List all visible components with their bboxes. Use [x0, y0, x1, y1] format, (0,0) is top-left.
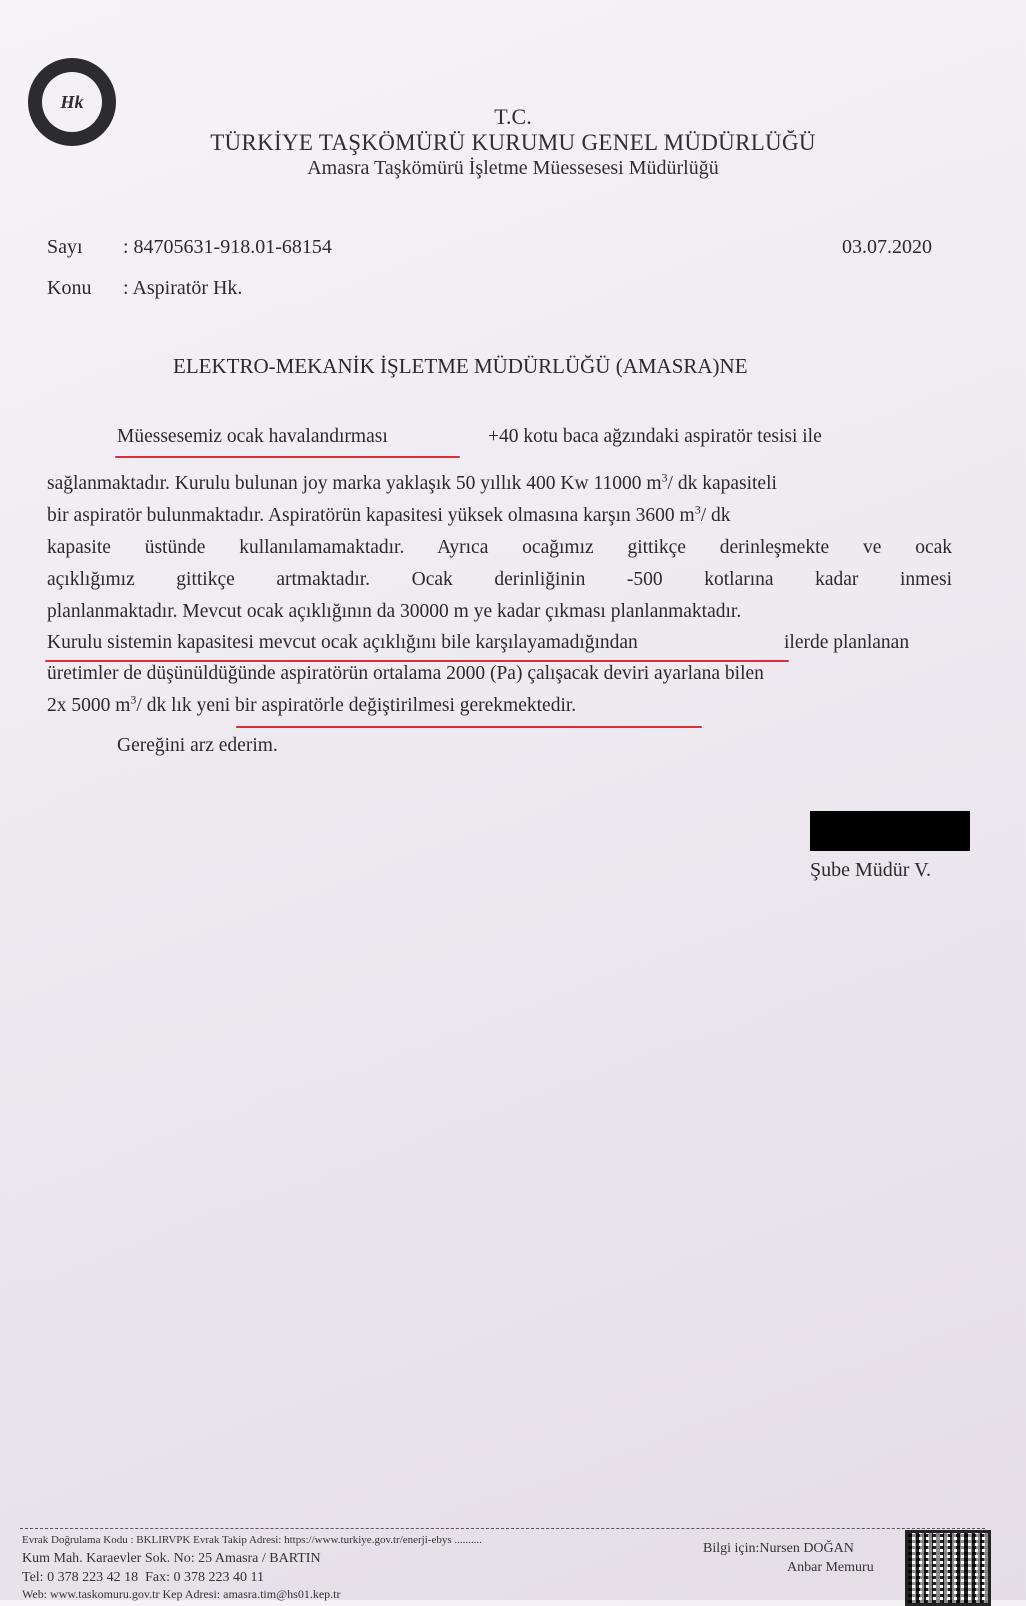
header-tc: T.C. — [494, 104, 532, 129]
konu-value: : Aspiratör Hk. — [123, 277, 243, 299]
recipient: ELEKTRO-MEKANİK İŞLETME MÜDÜRLÜĞÜ (AMASRA)NE — [173, 354, 748, 378]
body-line-9 — [47, 692, 577, 717]
body-line-7a: Kurulu sistemin kapasitesi mevcut ocak açıklığını bile karşılayamadığından — [47, 632, 638, 653]
qr-code — [905, 1530, 991, 1606]
body-line-3b: / dk — [700, 505, 731, 526]
footer-tel: Tel: 0 378 223 42 18 — [22, 1570, 139, 1585]
footer-phone-line — [22, 1570, 264, 1586]
body-line-3a: bir aspiratör bulunmaktadır. Aspiratörün kapasitesi yüksek olmasına karşın 3600 m — [47, 505, 695, 526]
footer-fax: Fax: 0 378 223 40 11 — [145, 1570, 264, 1585]
body-line-7b: ilerde planlanan — [784, 632, 910, 653]
underline-3 — [236, 726, 702, 728]
footer-info-role: Anbar Memuru — [787, 1560, 874, 1575]
body-line-9c: yeni bir aspiratörle değiştirilmesi gerekmektedir — [196, 695, 572, 716]
underline-2 — [45, 660, 789, 662]
body-line-1a: Müessesemiz ocak havalandırması — [117, 426, 388, 447]
seal-monogram: Hk — [60, 92, 84, 112]
body-line-9b: / dk lık — [136, 695, 192, 716]
footer-info-label: Bilgi için: — [703, 1541, 760, 1556]
footer-verify: Evrak Doğrulama Kodu : BKLIRVPK Evrak Takip Adresi: https://www.turkiye.gov.tr/enerji-ebys — [22, 1534, 452, 1546]
body-line-2a: sağlanmaktadır. Kurulu bulunan joy marka yaklaşık 50 yıllık 400 Kw 11000 m — [47, 473, 662, 494]
body-line-9d: . — [571, 695, 577, 716]
superscript-3: 3 — [694, 502, 701, 517]
footer-verify-line — [22, 1534, 482, 1546]
superscript-3: 3 — [661, 470, 668, 485]
sayi-value: : 84705631-918.01-68154 — [123, 236, 332, 258]
redacted-signature-block — [810, 811, 970, 851]
body-line-9a: 2x 5000 m — [47, 695, 131, 716]
footer-info-line — [703, 1541, 854, 1557]
body-line-8: üretimler de düşünüldüğünde aspiratörün ortalama 2000 (Pa) çalışacak deviri ayarlana bilen — [47, 663, 764, 684]
konu-label: Konu — [47, 277, 92, 299]
document-date: 03.07.2020 — [842, 236, 932, 258]
footer-dots: .......... — [454, 1534, 482, 1546]
header-unit: Amasra Taşkömürü İşletme Müessesesi Müdürlüğü — [307, 157, 719, 179]
body-line-4: kapasite üstünde kullanılamamaktadır. Ayrıca ocağımız gittikçe derinleşmekte ve ocak — [47, 537, 952, 558]
sayi-label: Sayı — [47, 236, 83, 258]
body-line-6: planlanmaktadır. Mevcut ocak açıklığının da 30000 m ye kadar çıkması planlanmaktadır. — [47, 601, 742, 622]
footer-divider — [20, 1528, 985, 1529]
body-line-2 — [47, 470, 777, 495]
footer-web: Web: www.taskomuru.gov.tr Kep Adresi: amasra.tim@hs01.kep.tr — [22, 1587, 341, 1601]
body-line-1b: +40 kotu baca ağzındaki aspiratör tesisi ile — [488, 426, 822, 447]
signature-title: Şube Müdür V. — [810, 859, 931, 881]
footer-address: Kum Mah. Karaevler Sok. No: 25 Amasra / BARTIN — [22, 1551, 321, 1566]
superscript-3: 3 — [130, 692, 137, 707]
body-line-5: açıklığımız gittikçe artmaktadır. Ocak derinliğinin -500 kotlarına kadar inmesi — [47, 569, 952, 590]
underline-1 — [115, 456, 460, 458]
footer-info-name: Nursen DOĞAN — [759, 1541, 854, 1556]
body-line-2b: / dk kapasiteli — [667, 473, 777, 494]
closing-text: Gereğini arz ederim. — [117, 735, 278, 756]
body-line-3 — [47, 502, 731, 527]
header-institution: TÜRKİYE TAŞKÖMÜRÜ KURUMU GENEL MÜDÜRLÜĞÜ — [210, 130, 816, 155]
